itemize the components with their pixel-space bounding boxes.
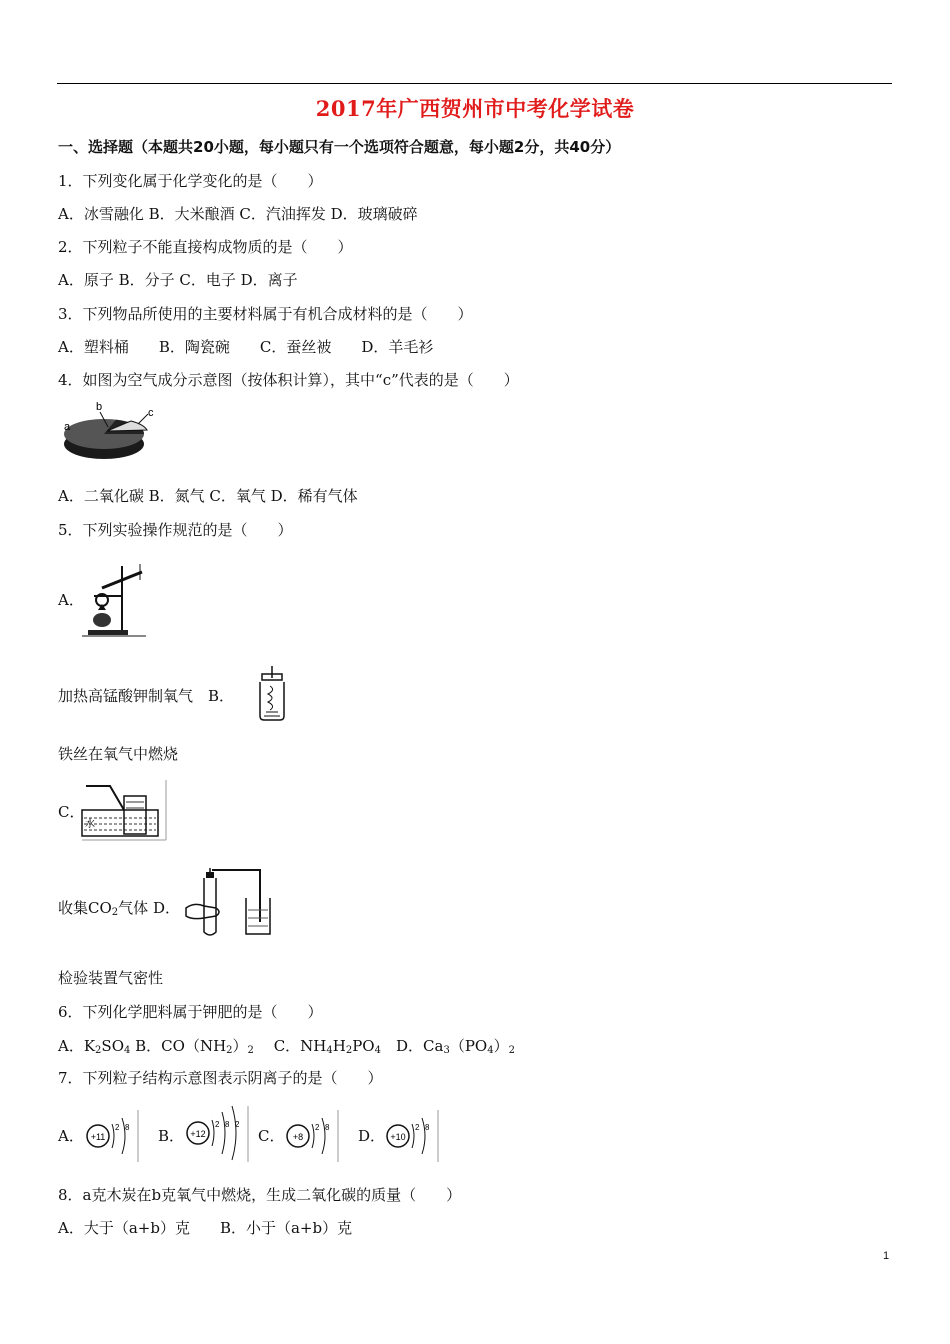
q7-option-b-label: B． [158,1127,185,1145]
air-composition-pie [58,400,162,464]
heating-apparatus-image [80,560,150,638]
svg-text:8: 8 [325,1123,330,1132]
atom-diagram-c [282,1108,342,1164]
page-title: 2017年广西贺州市中考化学试卷 [315,96,635,121]
svg-text:2: 2 [415,1123,420,1132]
header-rule [57,83,892,84]
iron-wire-combustion-image [252,664,292,722]
pie-label-a: a [64,421,71,433]
q1-options: A．冰雪融化 B．大米酿酒 C．汽油挥发 D．玻璃破碎 [58,205,418,223]
svg-text:2: 2 [115,1123,120,1132]
svg-text:8: 8 [425,1123,430,1132]
airtightness-check-image [182,868,274,940]
q7-stem: 7．下列粒子结构示意图表示阴离子的是（ ） [58,1069,383,1087]
atom-diagram-b [182,1102,252,1164]
svg-text:2: 2 [315,1123,320,1132]
q7-option-d-label: D． [358,1127,386,1145]
q3-options: A．塑料桶 B．陶瓷碗 C．蚕丝被 D．羊毛衫 [58,338,434,356]
pie-label-c: c [148,407,154,419]
svg-text:+8: +8 [292,1132,304,1142]
svg-text:+10: +10 [390,1132,406,1142]
q4-stem: 4．如图为空气成分示意图（按体积计算），其中“c”代表的是（ ） [58,371,519,389]
q5-option-a-caption: 加热高锰酸钾制氧气 B． [58,687,235,705]
q5-option-d-caption: 检验装置气密性 [58,969,164,987]
q6-stem: 6．下列化学肥料属于钾肥的是（ ） [58,1003,323,1021]
q5-option-a-label: A． [58,591,84,609]
q6-options: A．$K_2SO_4$ B．$CO(NH_2)_2$ C．$NH_4H_2PO_4$ D．$Ca_3(PO_4)_2$ [58,1037,515,1056]
q7-option-a-label: A． [58,1127,84,1145]
svg-text:+11: +11 [90,1132,106,1142]
q1-stem: 1．下列变化属于化学变化的是（ ） [58,172,323,190]
q2-options: A．原子 B．分子 C．电子 D．离子 [58,271,298,289]
svg-text:2: 2 [235,1120,240,1129]
q7-option-c-label: C． [258,1127,285,1145]
q3-stem: 3．下列物品所使用的主要材料属于有机合成材料的是（ ） [58,305,473,323]
q8-options: A．大于（a+b）克 B．小于（a+b）克 [58,1219,353,1237]
atom-diagram-d [382,1108,442,1164]
page-number: 1 [883,1250,890,1262]
q5-option-c-label: C． [58,803,85,821]
q5-option-b-caption: 铁丝在氧气中燃烧 [58,745,179,763]
atom-diagram-a [82,1108,142,1164]
svg-text:+12: +12 [190,1129,206,1139]
q4-options: A．二氧化碳 B．氮气 C．氧气 D．稀有气体 [58,487,358,505]
svg-text:2: 2 [215,1120,220,1129]
section-heading: 一、选择题（本题共20小题，每小题只有一个选项符合题意，每小题2分，共40分） [58,138,621,156]
q2-stem: 2．下列粒子不能直接构成物质的是（ ） [58,238,353,256]
water-label: 水 [85,819,95,830]
svg-text:8: 8 [225,1120,230,1129]
q5-stem: 5．下列实验操作规范的是（ ） [58,521,293,539]
svg-text:8: 8 [125,1123,130,1132]
pie-label-b: b [96,401,103,413]
q5-option-c-caption: 收集$CO_2$气体 D． [58,899,180,918]
gas-collection-image [80,780,170,842]
q8-stem: 8．a克木炭在b克氧气中燃烧，生成二氧化碳的质量（ ） [58,1186,462,1204]
